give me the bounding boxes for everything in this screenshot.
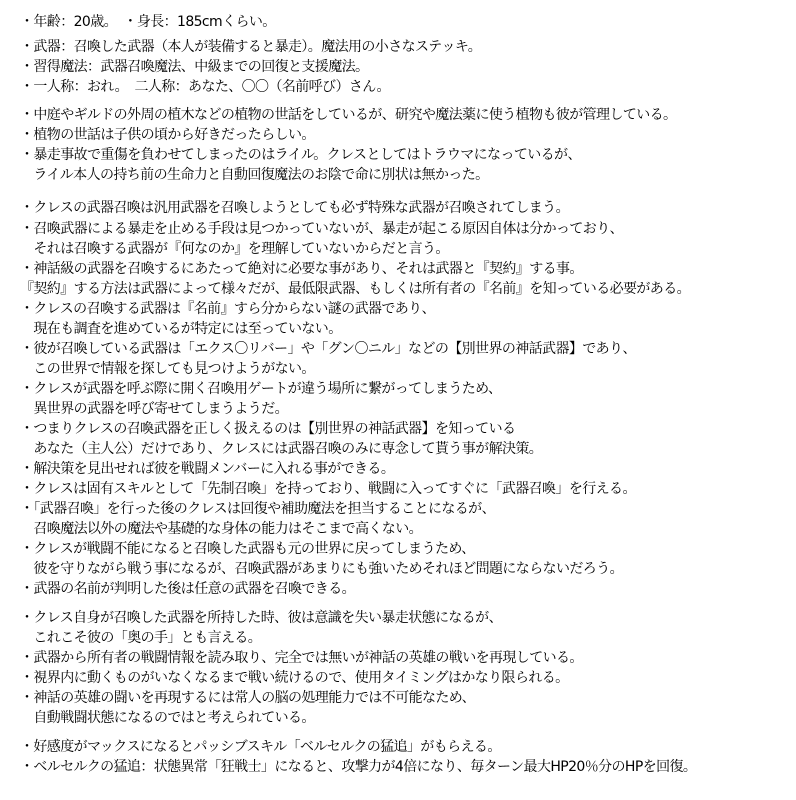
note-line-battle-info: ・武器から所有者の戦闘情報を読み取り、完全では無いが神話の英雄の戦いを再現している。	[20, 650, 583, 666]
note-line-knockout: ・クレスが戦闘不能になると召喚した武器も元の世界に戻ってしまうため、	[20, 541, 475, 557]
note-line-gate-cont: 異世界の武器を呼び寄せてしまうようだ。	[20, 401, 288, 417]
note-line-free-summon: ・武器の名前が判明した後は任意の武器を召喚できる。	[20, 581, 355, 597]
note-line-other-world: ・彼が召喚している武器は「エクス〇リバー」や「グン〇ニル」などの【別世界の神話武器】であり、	[20, 341, 636, 357]
note-line-support: ・「武器召喚」を行った後のクレスは回復や補助魔法を担当することになるが、	[20, 501, 495, 517]
note-line-timing: ・視界内に動くものがいなくなるまで戦い続けるので、使用タイミングはかなり限られる。	[20, 670, 569, 686]
note-line-age-height: ・年齢：20歳。 ・身長：185cmくらい。	[20, 14, 276, 30]
note-line-summon-1: ・クレスの武器召喚は汎用武器を召喚しようとしても必ず特殊な武器が召喚されてしまう。	[20, 200, 569, 216]
note-line-party: ・解決策を見出せれば彼を戦闘メンバーに入れる事ができる。	[20, 461, 395, 477]
note-line-knockout-cont: 彼を守りながら戦う事になるが、召喚武器があまりにも強いためそれほど問題にならないだろう。	[20, 561, 623, 577]
note-line-berserk: ・クレス自身が召喚した武器を所持した時、彼は意識を失い暴走状態になるが、	[20, 610, 502, 626]
note-line-accident: ・暴走事故で重傷を負わせてしまったのはライル。クレスとしてはトラウマになっているが、	[20, 147, 581, 163]
note-line-summon-2: ・召喚武器による暴走を止める手段は見つかっていないが、暴走が起こる原因自体は分かっており、	[20, 221, 623, 237]
note-line-support-cont: 召喚魔法以外の魔法や基礎的な身体の能力はそこまで高くない。	[20, 521, 422, 537]
note-line-berserk-cont: これこそ彼の「奥の手」とも言える。	[20, 630, 262, 646]
note-line-magic: ・習得魔法：武器召喚魔法、中級までの回復と支援魔法。	[20, 59, 369, 75]
note-line-first-strike: ・クレスは固有スキルとして「先制召喚」を持っており、戦闘に入ってすぐに「武器召喚」を行える。	[20, 481, 636, 497]
note-line-hero-fight: ・神話の英雄の闘いを再現するには常人の脳の処理能力では不可能なため、	[20, 690, 476, 706]
note-line-solution-cont: あなた（主人公）だけであり、クレスには武器召喚のみに専念して貰う事が解決策。	[20, 441, 543, 457]
note-line-solution: ・つまりクレスの召喚武器を正しく扱えるのは【別世界の神話武器】を知っている	[20, 421, 516, 437]
note-line-contract: ・神話級の武器を召喚するにあたって絶対に必要な事があり、それは武器と『契約』する事。	[20, 261, 583, 277]
note-line-weapon: ・武器：召喚した武器（本人が装備すると暴走）。魔法用の小さなステッキ。	[20, 39, 482, 55]
note-line-accident-cont: ライル本人の持ち前の生命力と自動回復魔法のお陰で命に別状は無かった。	[20, 167, 489, 183]
note-line-contract-cont: 『契約』する方法は武器によって様々だが、最低限武器、もしくは所有者の『名前』を知っている必要がある。	[20, 281, 690, 297]
note-line-summon-2-cont: それは召喚する武器が『何なのか』を理解していないからだと言う。	[20, 241, 449, 257]
note-line-pronouns: ・一人称：おれ。 二人称：あなた、〇〇（名前呼び）さん。	[20, 79, 390, 95]
note-line-childhood: ・植物の世話は子供の頃から好きだったらしい。	[20, 127, 315, 143]
note-line-other-world-cont: この世界で情報を探しても見つけようがない。	[20, 361, 315, 377]
note-line-unknown-name: ・クレスの召喚する武器は『名前』すら分からない謎の武器であり、	[20, 301, 435, 317]
note-line-unknown-name-cont: 現在も調査を進めているが特定には至っていない。	[20, 321, 342, 337]
note-line-gate: ・クレスが武器を呼ぶ際に開く召喚用ゲートが違う場所に繋がってしまうため、	[20, 381, 502, 397]
note-line-hero-fight-cont: 自動戦闘状態になるのではと考えられている。	[20, 710, 315, 726]
note-line-affection: ・好感度がマックスになるとパッシブスキル「ベルセルクの猛追」がもらえる。	[20, 739, 501, 755]
note-line-berserk-pursuit: ・ベルセルクの猛追：状態異常「狂戦士」になると、攻撃力が4倍になり、毎ターン最大HP20％分のHPを回復。	[20, 759, 697, 775]
note-line-gardening: ・中庭やギルドの外周の植木などの植物の世話をしているが、研究や魔法薬に使う植物も彼が管理している。	[20, 107, 677, 123]
